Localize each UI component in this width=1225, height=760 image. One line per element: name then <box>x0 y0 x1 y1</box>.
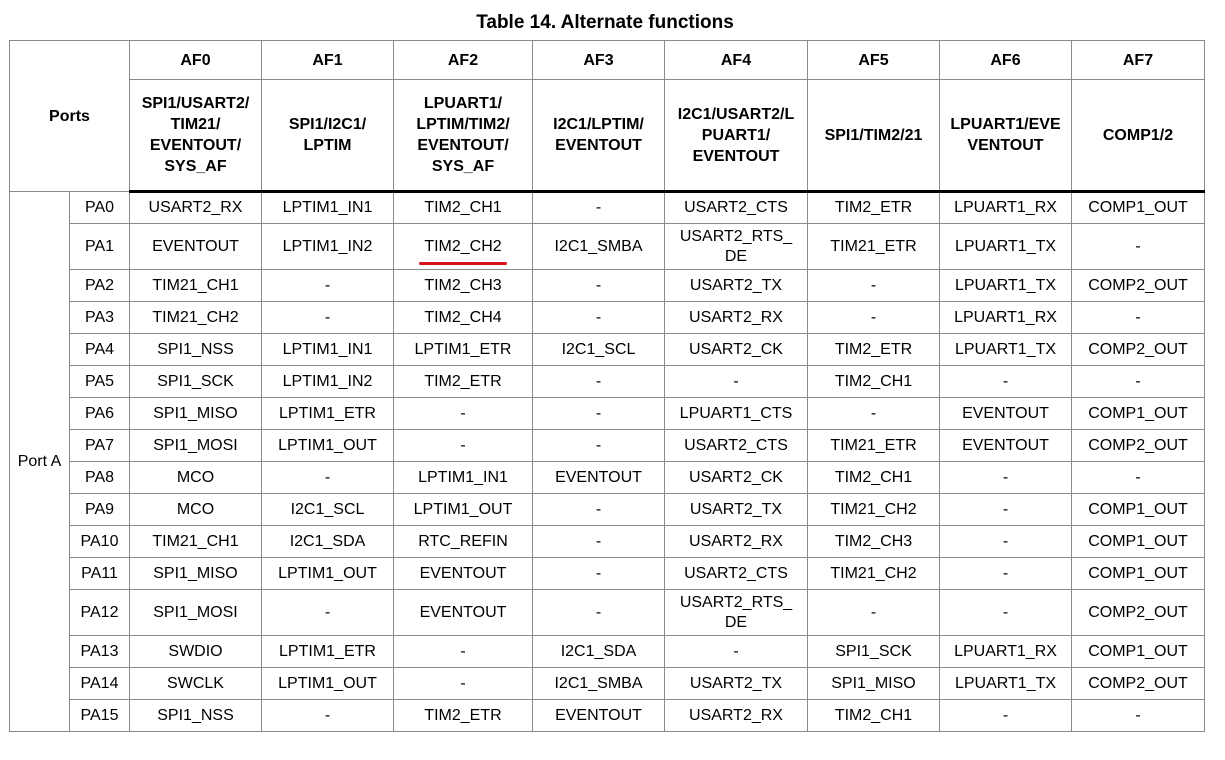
af-cell-pa11-af6: - <box>940 558 1072 590</box>
af-cell-pa0-af5: TIM2_ETR <box>808 192 940 224</box>
pin-name: PA14 <box>70 668 130 700</box>
af-cell-pa1-af1: LPTIM1_IN2 <box>262 224 394 270</box>
af-cell-pa15-af5: TIM2_CH1 <box>808 700 940 732</box>
af-cell-pa6-af7: COMP1_OUT <box>1072 398 1205 430</box>
af-cell-pa5-af6: - <box>940 366 1072 398</box>
af-cell-pa9-af4: USART2_TX <box>665 494 808 526</box>
af-cell-pa6-af6: EVENTOUT <box>940 398 1072 430</box>
table-row <box>10 494 1205 526</box>
af-cell-pa13-af5: SPI1_SCK <box>808 636 940 668</box>
af-cell-pa2-af1: - <box>262 270 394 302</box>
pin-name: PA13 <box>70 636 130 668</box>
function-header-af0: SPI1/USART2/ TIM21/ EVENTOUT/ SYS_AF <box>130 80 262 192</box>
af-cell-pa5-af7: - <box>1072 366 1205 398</box>
af-cell-pa15-af3: EVENTOUT <box>533 700 665 732</box>
pin-name: PA5 <box>70 366 130 398</box>
af-cell-pa7-af2: - <box>394 430 533 462</box>
af-cell-pa5-af1: LPTIM1_IN2 <box>262 366 394 398</box>
pin-name: PA6 <box>70 398 130 430</box>
function-header-row <box>10 80 1205 192</box>
af-cell-pa3-af2: TIM2_CH4 <box>394 302 533 334</box>
pin-name: PA9 <box>70 494 130 526</box>
af-cell-pa8-af6: - <box>940 462 1072 494</box>
af-cell-pa6-af0: SPI1_MISO <box>130 398 262 430</box>
af-cell-pa3-af3: - <box>533 302 665 334</box>
af-cell-pa6-af4: LPUART1_CTS <box>665 398 808 430</box>
pin-name: PA11 <box>70 558 130 590</box>
pin-name: PA10 <box>70 526 130 558</box>
af-cell-pa4-af7: COMP2_OUT <box>1072 334 1205 366</box>
af-cell-pa7-af7: COMP2_OUT <box>1072 430 1205 462</box>
af-cell-pa4-af5: TIM2_ETR <box>808 334 940 366</box>
af-cell-pa1-af4: USART2_RTS_ DE <box>665 224 808 270</box>
af-cell-pa0-af2: TIM2_CH1 <box>394 192 533 224</box>
af-cell-pa14-af0: SWCLK <box>130 668 262 700</box>
af-cell-pa6-af1: LPTIM1_ETR <box>262 398 394 430</box>
af-cell-pa3-af0: TIM21_CH2 <box>130 302 262 334</box>
af-cell-pa15-af6: - <box>940 700 1072 732</box>
table-row <box>10 270 1205 302</box>
af-cell-pa2-af4: USART2_TX <box>665 270 808 302</box>
af-cell-pa13-af2: - <box>394 636 533 668</box>
function-header-af3: I2C1/LPTIM/ EVENTOUT <box>533 80 665 192</box>
af-cell-pa7-af5: TIM21_ETR <box>808 430 940 462</box>
function-header-af2: LPUART1/ LPTIM/TIM2/ EVENTOUT/ SYS_AF <box>394 80 533 192</box>
af-cell-pa4-af3: I2C1_SCL <box>533 334 665 366</box>
af-cell-pa11-af3: - <box>533 558 665 590</box>
af-cell-pa10-af3: - <box>533 526 665 558</box>
af-cell-pa0-af7: COMP1_OUT <box>1072 192 1205 224</box>
table-title: Table 14. Alternate functions <box>476 12 734 33</box>
af-cell-pa7-af6: EVENTOUT <box>940 430 1072 462</box>
highlighted-function: TIM2_CH2 <box>424 237 502 255</box>
af-cell-pa5-af5: TIM2_CH1 <box>808 366 940 398</box>
function-header-af7: COMP1/2 <box>1072 80 1205 192</box>
af-cell-pa7-af4: USART2_CTS <box>665 430 808 462</box>
af-cell-pa11-af0: SPI1_MISO <box>130 558 262 590</box>
af-cell-pa5-af3: - <box>533 366 665 398</box>
af-header-7: AF7 <box>1072 41 1205 80</box>
af-header-0: AF0 <box>130 41 262 80</box>
af-cell-pa14-af1: LPTIM1_OUT <box>262 668 394 700</box>
table-row <box>10 590 1205 636</box>
af-cell-pa12-af2: EVENTOUT <box>394 590 533 636</box>
af-cell-pa5-af4: - <box>665 366 808 398</box>
table-row <box>10 526 1205 558</box>
pin-name: PA1 <box>70 224 130 270</box>
af-cell-pa5-af0: SPI1_SCK <box>130 366 262 398</box>
af-cell-pa11-af7: COMP1_OUT <box>1072 558 1205 590</box>
af-cell-pa11-af2: EVENTOUT <box>394 558 533 590</box>
af-cell-pa4-af6: LPUART1_TX <box>940 334 1072 366</box>
af-cell-pa14-af2: - <box>394 668 533 700</box>
af-cell-pa13-af0: SWDIO <box>130 636 262 668</box>
ports-header: Ports <box>10 41 130 192</box>
af-cell-pa12-af0: SPI1_MOSI <box>130 590 262 636</box>
af-cell-pa8-af4: USART2_CK <box>665 462 808 494</box>
af-cell-pa15-af2: TIM2_ETR <box>394 700 533 732</box>
af-cell-pa3-af5: - <box>808 302 940 334</box>
pin-name: PA0 <box>70 192 130 224</box>
af-cell-pa2-af2: TIM2_CH3 <box>394 270 533 302</box>
af-cell-pa12-af6: - <box>940 590 1072 636</box>
af-cell-pa15-af1: - <box>262 700 394 732</box>
af-cell-pa12-af1: - <box>262 590 394 636</box>
af-cell-pa15-af0: SPI1_NSS <box>130 700 262 732</box>
af-cell-pa3-af6: LPUART1_RX <box>940 302 1072 334</box>
af-header-5: AF5 <box>808 41 940 80</box>
af-cell-pa9-af5: TIM21_CH2 <box>808 494 940 526</box>
af-cell-pa12-af4: USART2_RTS_ DE <box>665 590 808 636</box>
table-row <box>10 224 1205 270</box>
af-cell-pa13-af3: I2C1_SDA <box>533 636 665 668</box>
af-cell-pa0-af4: USART2_CTS <box>665 192 808 224</box>
af-cell-pa11-af5: TIM21_CH2 <box>808 558 940 590</box>
function-header-af1: SPI1/I2C1/ LPTIM <box>262 80 394 192</box>
af-cell-pa8-af5: TIM2_CH1 <box>808 462 940 494</box>
table-row <box>10 192 1205 224</box>
af-cell-pa0-af6: LPUART1_RX <box>940 192 1072 224</box>
af-cell-pa14-af3: I2C1_SMBA <box>533 668 665 700</box>
af-header-3: AF3 <box>533 41 665 80</box>
af-cell-pa6-af5: - <box>808 398 940 430</box>
af-cell-pa14-af6: LPUART1_TX <box>940 668 1072 700</box>
af-cell-pa0-af3: - <box>533 192 665 224</box>
af-cell-pa7-af3: - <box>533 430 665 462</box>
af-cell-pa2-af5: - <box>808 270 940 302</box>
function-header-af4: I2C1/USART2/L PUART1/ EVENTOUT <box>665 80 808 192</box>
pin-name: PA8 <box>70 462 130 494</box>
af-header-row <box>10 41 1205 80</box>
af-cell-pa9-af7: COMP1_OUT <box>1072 494 1205 526</box>
function-header-af6: LPUART1/EVE VENTOUT <box>940 80 1072 192</box>
af-header-1: AF1 <box>262 41 394 80</box>
af-cell-pa8-af3: EVENTOUT <box>533 462 665 494</box>
table-row <box>10 334 1205 366</box>
af-cell-pa12-af3: - <box>533 590 665 636</box>
af-cell-pa1-af3: I2C1_SMBA <box>533 224 665 270</box>
af-cell-pa7-af1: LPTIM1_OUT <box>262 430 394 462</box>
table-row <box>10 430 1205 462</box>
af-cell-pa4-af2: LPTIM1_ETR <box>394 334 533 366</box>
af-cell-pa10-af2: RTC_REFIN <box>394 526 533 558</box>
table-row <box>10 302 1205 334</box>
table-row <box>10 462 1205 494</box>
af-cell-pa13-af1: LPTIM1_ETR <box>262 636 394 668</box>
pin-name: PA15 <box>70 700 130 732</box>
af-cell-pa7-af0: SPI1_MOSI <box>130 430 262 462</box>
af-cell-pa2-af6: LPUART1_TX <box>940 270 1072 302</box>
af-header-2: AF2 <box>394 41 533 80</box>
table-row <box>10 700 1205 732</box>
table-body <box>10 192 1205 732</box>
pin-name: PA2 <box>70 270 130 302</box>
af-cell-pa2-af0: TIM21_CH1 <box>130 270 262 302</box>
port-group-label: Port A <box>10 192 70 732</box>
table-row <box>10 398 1205 430</box>
af-cell-pa11-af1: LPTIM1_OUT <box>262 558 394 590</box>
pin-name: PA12 <box>70 590 130 636</box>
af-cell-pa4-af4: USART2_CK <box>665 334 808 366</box>
af-cell-pa9-af3: - <box>533 494 665 526</box>
af-cell-pa13-af6: LPUART1_RX <box>940 636 1072 668</box>
table-row <box>10 636 1205 668</box>
af-cell-pa13-af7: COMP1_OUT <box>1072 636 1205 668</box>
table-row <box>10 558 1205 590</box>
af-header-4: AF4 <box>665 41 808 80</box>
function-header-af5: SPI1/TIM2/21 <box>808 80 940 192</box>
pin-name: PA4 <box>70 334 130 366</box>
af-cell-pa8-af1: - <box>262 462 394 494</box>
af-cell-pa3-af7: - <box>1072 302 1205 334</box>
af-cell-pa6-af3: - <box>533 398 665 430</box>
af-cell-pa10-af7: COMP1_OUT <box>1072 526 1205 558</box>
af-cell-pa9-af1: I2C1_SCL <box>262 494 394 526</box>
table-row <box>10 366 1205 398</box>
af-cell-pa9-af6: - <box>940 494 1072 526</box>
af-cell-pa0-af0: USART2_RX <box>130 192 262 224</box>
af-cell-pa2-af3: - <box>533 270 665 302</box>
af-cell-pa8-af2: LPTIM1_IN1 <box>394 462 533 494</box>
af-cell-pa9-af0: MCO <box>130 494 262 526</box>
af-cell-pa1-af5: TIM21_ETR <box>808 224 940 270</box>
af-cell-pa10-af5: TIM2_CH3 <box>808 526 940 558</box>
af-cell-pa3-af4: USART2_RX <box>665 302 808 334</box>
af-cell-pa6-af2: - <box>394 398 533 430</box>
table-row <box>10 668 1205 700</box>
af-cell-pa3-af1: - <box>262 302 394 334</box>
af-cell-pa4-af0: SPI1_NSS <box>130 334 262 366</box>
af-cell-pa2-af7: COMP2_OUT <box>1072 270 1205 302</box>
af-cell-pa0-af1: LPTIM1_IN1 <box>262 192 394 224</box>
alternate-functions-table <box>9 40 1205 732</box>
af-cell-pa10-af0: TIM21_CH1 <box>130 526 262 558</box>
af-cell-pa1-af0: EVENTOUT <box>130 224 262 270</box>
af-cell-pa8-af0: MCO <box>130 462 262 494</box>
af-header-6: AF6 <box>940 41 1072 80</box>
af-cell-pa12-af7: COMP2_OUT <box>1072 590 1205 636</box>
af-cell-pa8-af7: - <box>1072 462 1205 494</box>
af-cell-pa4-af1: LPTIM1_IN1 <box>262 334 394 366</box>
af-cell-pa9-af2: LPTIM1_OUT <box>394 494 533 526</box>
af-cell-pa1-af2 <box>394 224 533 270</box>
af-cell-pa11-af4: USART2_CTS <box>665 558 808 590</box>
pin-name: PA3 <box>70 302 130 334</box>
af-cell-pa13-af4: - <box>665 636 808 668</box>
af-cell-pa10-af6: - <box>940 526 1072 558</box>
af-cell-pa14-af5: SPI1_MISO <box>808 668 940 700</box>
af-cell-pa1-af6: LPUART1_TX <box>940 224 1072 270</box>
af-cell-pa1-af7: - <box>1072 224 1205 270</box>
af-cell-pa5-af2: TIM2_ETR <box>394 366 533 398</box>
af-cell-pa10-af1: I2C1_SDA <box>262 526 394 558</box>
af-cell-pa15-af7: - <box>1072 700 1205 732</box>
af-cell-pa12-af5: - <box>808 590 940 636</box>
af-cell-pa10-af4: USART2_RX <box>665 526 808 558</box>
pin-name: PA7 <box>70 430 130 462</box>
af-cell-pa15-af4: USART2_RX <box>665 700 808 732</box>
af-cell-pa14-af7: COMP2_OUT <box>1072 668 1205 700</box>
af-cell-pa14-af4: USART2_TX <box>665 668 808 700</box>
